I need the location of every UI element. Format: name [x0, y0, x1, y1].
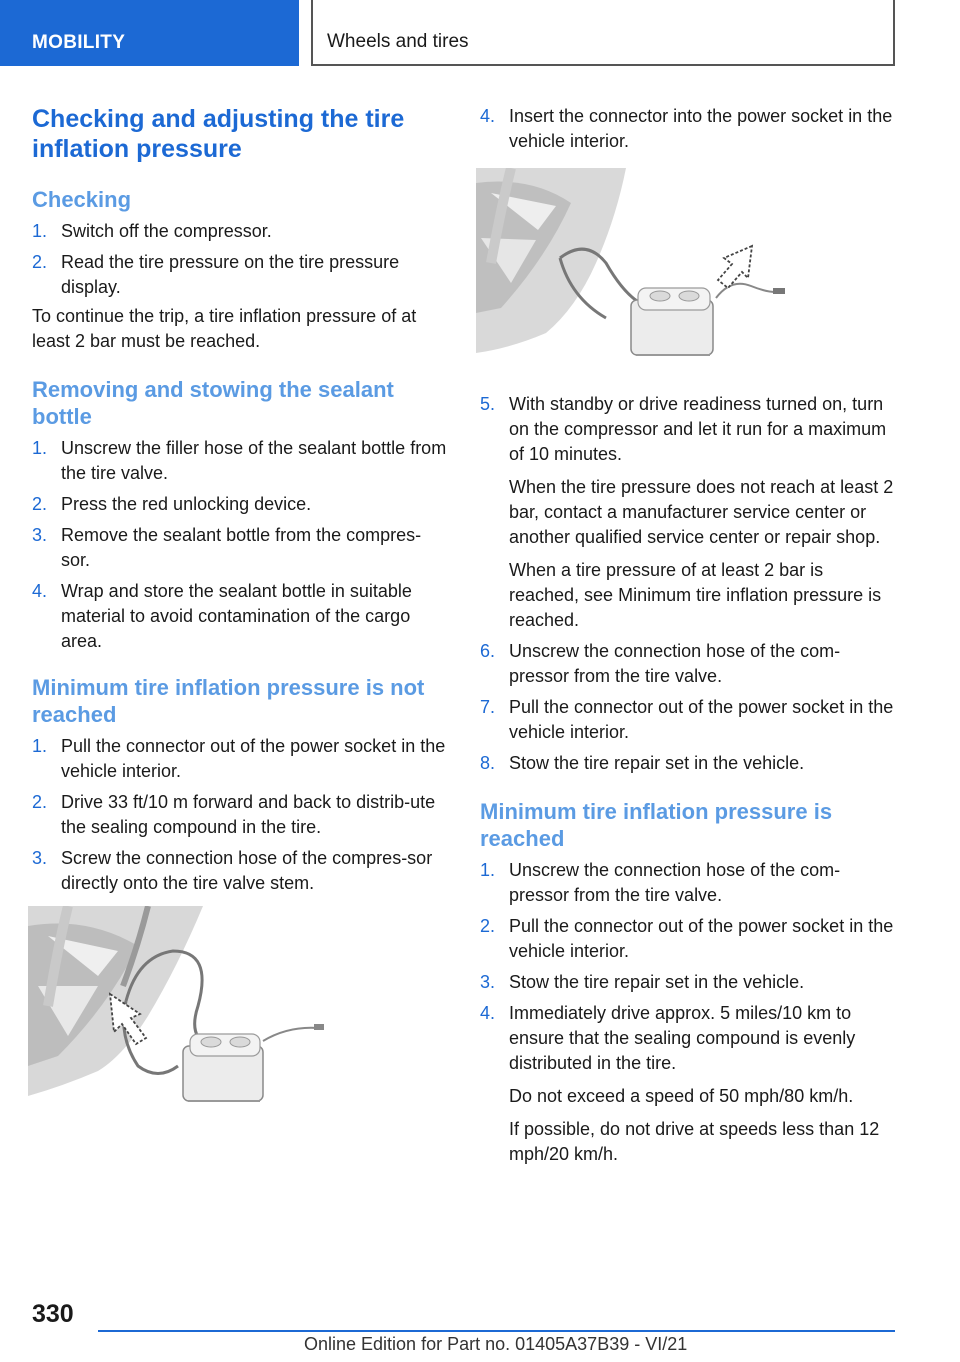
- step-number: 5.: [480, 394, 496, 414]
- power-socket-figure: [476, 168, 896, 382]
- list-item: [480, 970, 898, 995]
- step-number: 2.: [480, 916, 496, 936]
- step-text: Insert the connector into the power socket in the vehicle interior.: [509, 106, 893, 151]
- step-text: Immediately drive approx. 5 miles/10 km to ensure that the sealing compound is evenly distributed in the tire.: [509, 1003, 856, 1073]
- step-number: 4.: [32, 581, 48, 601]
- step-text: Switch off the compressor.: [61, 221, 272, 241]
- step-number: 8.: [480, 753, 496, 773]
- heading-reached: Minimum tire inflation pressure is reached: [480, 799, 833, 851]
- edition-info: Online Edition for Part no. 01405A37B39 - VI/21: [304, 1334, 688, 1354]
- step-number: 1.: [32, 438, 48, 458]
- step-text: Pull the connector out of the power socket in the vehicle interior.: [61, 736, 446, 781]
- step-subtext: When a tire pressure of at least 2 bar is reached, see Minimum tire inflation pressure is reached.: [509, 560, 882, 630]
- step-number: 3.: [32, 525, 48, 545]
- tire-compressor-figure: [28, 906, 448, 1120]
- connector-socket-illustration: [476, 168, 896, 382]
- checking-steps: [32, 219, 450, 300]
- list-item: [32, 734, 450, 784]
- list-item: [480, 104, 898, 154]
- continued-steps: [480, 392, 898, 776]
- step-number: 2.: [32, 494, 48, 514]
- list-item: [480, 695, 898, 745]
- page-title: Checking and adjusting the tire inflation pressure: [32, 105, 405, 163]
- page-number: 330: [32, 1300, 74, 1328]
- step-text: Remove the sealant bottle from the compres-sor.: [61, 525, 422, 570]
- list-item: [32, 436, 450, 486]
- heading-not-reached: Minimum tire inflation pressure is not reached: [32, 675, 425, 727]
- reached-steps: [480, 858, 898, 1167]
- step-text: Press the red unlocking device.: [61, 494, 312, 514]
- step-text: Unscrew the connection hose of the com-pressor from the tire valve.: [509, 860, 841, 905]
- section-tab[interactable]: MOBILITY: [0, 0, 299, 66]
- list-item: [480, 392, 898, 633]
- list-item: [32, 523, 450, 573]
- step-number: 1.: [480, 860, 496, 880]
- step-number: 7.: [480, 697, 496, 717]
- step-number: 6.: [480, 641, 496, 661]
- step-text: Screw the connection hose of the compres-sor directly onto the tire valve stem.: [61, 848, 433, 893]
- step-text: Stow the tire repair set in the vehicle.: [509, 753, 805, 773]
- list-item: [480, 858, 898, 908]
- arrow-pointer-icon: [718, 246, 752, 288]
- continued-steps-top: [480, 104, 898, 154]
- list-item: [32, 579, 450, 654]
- right-column: [480, 104, 898, 1167]
- step-number: 3.: [32, 848, 48, 868]
- step-text: Read the tire pressure on the tire pressure display.: [61, 252, 400, 297]
- list-item: [32, 790, 450, 840]
- heading-checking: Checking: [32, 187, 132, 212]
- checking-note: To continue the trip, a tire inflation pressure of at least 2 bar must be reached.: [32, 306, 417, 351]
- step-subtext: Do not exceed a speed of 50 mph/80 km/h.: [509, 1086, 854, 1106]
- step-number: 3.: [480, 972, 496, 992]
- list-item: [480, 1001, 898, 1167]
- step-number: 2.: [32, 792, 48, 812]
- footer-divider: [98, 1330, 895, 1332]
- step-text: Unscrew the connection hose of the com-pressor from the tire valve.: [509, 641, 841, 686]
- step-text: Unscrew the filler hose of the sealant bottle from the tire valve.: [61, 438, 447, 483]
- step-text: Wrap and store the sealant bottle in suitable material to avoid contamination of the cargo area.: [61, 581, 412, 651]
- list-item: [32, 492, 450, 517]
- step-number: 4.: [480, 106, 496, 126]
- left-column: [32, 100, 450, 1120]
- list-item: [480, 751, 898, 776]
- step-number: 2.: [32, 252, 48, 272]
- chapter-title: Wheels and tires: [311, 0, 895, 66]
- list-item: [32, 250, 450, 300]
- list-item: [32, 219, 450, 244]
- step-text: Stow the tire repair set in the vehicle.: [509, 972, 805, 992]
- step-text: Pull the connector out of the power socket in the vehicle interior.: [509, 697, 894, 742]
- step-number: 1.: [32, 736, 48, 756]
- list-item: [480, 914, 898, 964]
- step-text: Pull the connector out of the power socket in the vehicle interior.: [509, 916, 894, 961]
- list-item: [32, 846, 450, 896]
- compressor-valve-illustration: [28, 906, 448, 1120]
- step-subtext: When the tire pressure does not reach at least 2 bar, contact a manufacturer service center or another qualified service center or repair shop.: [509, 477, 894, 547]
- heading-removing: Removing and stowing the sealant bottle: [32, 377, 394, 429]
- step-number: 4.: [480, 1003, 496, 1023]
- step-subtext: If possible, do not drive at speeds less than 12 mph/20 km/h.: [509, 1119, 880, 1164]
- not-reached-steps: [32, 734, 450, 896]
- step-number: 1.: [32, 221, 48, 241]
- step-text: With standby or drive readiness turned on, turn on the compressor and let it run for a maximum of 10 minutes.: [509, 394, 887, 464]
- step-text: Drive 33 ft/10 m forward and back to distrib-ute the sealing compound in the tire.: [61, 792, 436, 837]
- list-item: [480, 639, 898, 689]
- removing-steps: [32, 436, 450, 654]
